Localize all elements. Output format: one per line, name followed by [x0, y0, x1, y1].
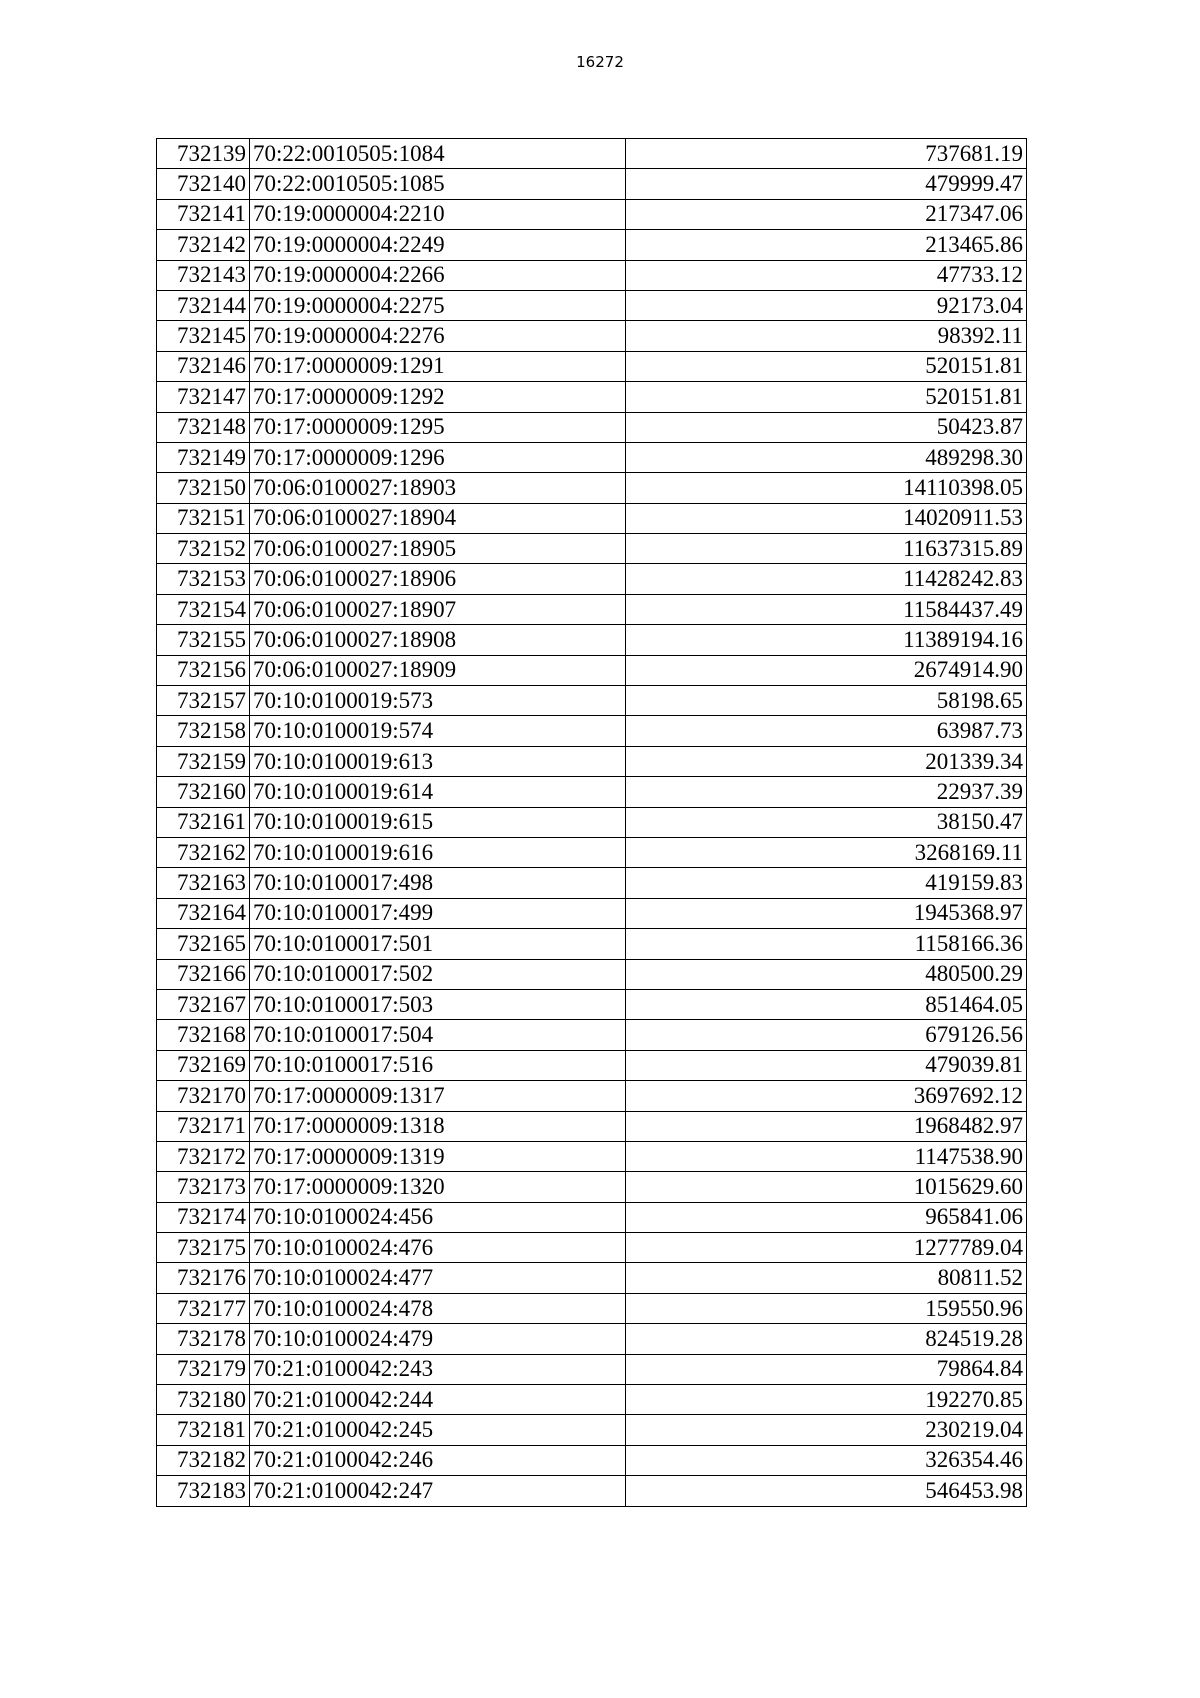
cadastral-number-cell: 70:17:0000009:1319: [250, 1141, 626, 1171]
value-cell: 230219.04: [626, 1415, 1027, 1445]
table-row: [157, 412, 1027, 442]
value-cell: 92173.04: [626, 290, 1027, 320]
table-row: [157, 898, 1027, 928]
cadastral-number-cell: 70:10:0100024:479: [250, 1324, 626, 1354]
cadastral-number-cell: 70:21:0100042:243: [250, 1354, 626, 1384]
table-row: [157, 1293, 1027, 1323]
value-cell: 326354.46: [626, 1445, 1027, 1475]
value-cell: 22937.39: [626, 777, 1027, 807]
value-cell: 520151.81: [626, 351, 1027, 381]
row-number-cell: 732142: [157, 230, 250, 260]
row-number-cell: 732180: [157, 1385, 250, 1415]
cadastral-number-cell: 70:10:0100017:502: [250, 959, 626, 989]
row-number-cell: 732176: [157, 1263, 250, 1293]
row-number-cell: 732163: [157, 868, 250, 898]
table-row: [157, 321, 1027, 351]
cadastral-number-cell: 70:06:0100027:18909: [250, 655, 626, 685]
table-row: [157, 1445, 1027, 1475]
value-cell: 3268169.11: [626, 837, 1027, 867]
table-row: [157, 534, 1027, 564]
table-row: [157, 260, 1027, 290]
table-row: [157, 1354, 1027, 1384]
value-cell: 63987.73: [626, 716, 1027, 746]
row-number-cell: 732168: [157, 1020, 250, 1050]
table-row: [157, 1385, 1027, 1415]
cadastral-number-cell: 70:06:0100027:18904: [250, 503, 626, 533]
value-cell: 737681.19: [626, 139, 1027, 169]
row-number-cell: 732165: [157, 929, 250, 959]
table-row: [157, 655, 1027, 685]
cadastral-number-cell: 70:10:0100019:613: [250, 746, 626, 776]
row-number-cell: 732166: [157, 959, 250, 989]
page-number: 16272: [576, 53, 624, 71]
value-cell: 192270.85: [626, 1385, 1027, 1415]
table-row: [157, 594, 1027, 624]
row-number-cell: 732148: [157, 412, 250, 442]
table-row: [157, 230, 1027, 260]
value-cell: 1147538.90: [626, 1141, 1027, 1171]
value-cell: 1945368.97: [626, 898, 1027, 928]
value-cell: 851464.05: [626, 989, 1027, 1019]
row-number-cell: 732159: [157, 746, 250, 776]
cadastral-number-cell: 70:10:0100019:616: [250, 837, 626, 867]
row-number-cell: 732150: [157, 473, 250, 503]
table-row: [157, 139, 1027, 169]
cadastral-number-cell: 70:10:0100024:478: [250, 1293, 626, 1323]
value-cell: 419159.83: [626, 868, 1027, 898]
cadastral-number-cell: 70:19:0000004:2266: [250, 260, 626, 290]
value-cell: 489298.30: [626, 442, 1027, 472]
value-cell: 1158166.36: [626, 929, 1027, 959]
data-table: [156, 138, 1027, 1507]
value-cell: 213465.86: [626, 230, 1027, 260]
value-cell: 201339.34: [626, 746, 1027, 776]
value-cell: 11389194.16: [626, 625, 1027, 655]
table-row: [157, 959, 1027, 989]
table-row: [157, 1172, 1027, 1202]
cadastral-number-cell: 70:06:0100027:18903: [250, 473, 626, 503]
row-number-cell: 732179: [157, 1354, 250, 1384]
table-row: [157, 473, 1027, 503]
value-cell: 11428242.83: [626, 564, 1027, 594]
cadastral-number-cell: 70:17:0000009:1292: [250, 382, 626, 412]
table-row: [157, 625, 1027, 655]
value-cell: 679126.56: [626, 1020, 1027, 1050]
cadastral-number-cell: 70:17:0000009:1296: [250, 442, 626, 472]
cadastral-number-cell: 70:17:0000009:1318: [250, 1111, 626, 1141]
row-number-cell: 732152: [157, 534, 250, 564]
value-cell: 11584437.49: [626, 594, 1027, 624]
value-cell: 3697692.12: [626, 1081, 1027, 1111]
row-number-cell: 732175: [157, 1233, 250, 1263]
table-row: [157, 807, 1027, 837]
value-cell: 50423.87: [626, 412, 1027, 442]
value-cell: 520151.81: [626, 382, 1027, 412]
cadastral-number-cell: 70:19:0000004:2275: [250, 290, 626, 320]
cadastral-number-cell: 70:10:0100024:477: [250, 1263, 626, 1293]
value-cell: 1277789.04: [626, 1233, 1027, 1263]
table-body: [157, 139, 1027, 1507]
cadastral-number-cell: 70:10:0100019:573: [250, 686, 626, 716]
table-row: [157, 746, 1027, 776]
table-row: [157, 716, 1027, 746]
row-number-cell: 732144: [157, 290, 250, 320]
table-row: [157, 868, 1027, 898]
table-row: [157, 777, 1027, 807]
cadastral-number-cell: 70:10:0100024:456: [250, 1202, 626, 1232]
value-cell: 159550.96: [626, 1293, 1027, 1323]
value-cell: 14020911.53: [626, 503, 1027, 533]
value-cell: 11637315.89: [626, 534, 1027, 564]
table-row: [157, 1415, 1027, 1445]
value-cell: 2674914.90: [626, 655, 1027, 685]
row-number-cell: 732161: [157, 807, 250, 837]
value-cell: 79864.84: [626, 1354, 1027, 1384]
row-number-cell: 732182: [157, 1445, 250, 1475]
table-row: [157, 1111, 1027, 1141]
row-number-cell: 732181: [157, 1415, 250, 1445]
row-number-cell: 732146: [157, 351, 250, 381]
cadastral-number-cell: 70:19:0000004:2276: [250, 321, 626, 351]
value-cell: 14110398.05: [626, 473, 1027, 503]
table-row: [157, 382, 1027, 412]
cadastral-number-cell: 70:17:0000009:1317: [250, 1081, 626, 1111]
value-cell: 480500.29: [626, 959, 1027, 989]
value-cell: 965841.06: [626, 1202, 1027, 1232]
table-row: [157, 1141, 1027, 1171]
table-row: [157, 686, 1027, 716]
cadastral-number-cell: 70:22:0010505:1084: [250, 139, 626, 169]
row-number-cell: 732147: [157, 382, 250, 412]
table-row: [157, 1263, 1027, 1293]
cadastral-number-cell: 70:10:0100024:476: [250, 1233, 626, 1263]
table-row: [157, 989, 1027, 1019]
row-number-cell: 732171: [157, 1111, 250, 1141]
cadastral-number-cell: 70:21:0100042:246: [250, 1445, 626, 1475]
cadastral-number-cell: 70:10:0100019:615: [250, 807, 626, 837]
cadastral-number-cell: 70:10:0100017:516: [250, 1050, 626, 1080]
cadastral-number-cell: 70:10:0100019:574: [250, 716, 626, 746]
table-row: [157, 837, 1027, 867]
row-number-cell: 732145: [157, 321, 250, 351]
row-number-cell: 732153: [157, 564, 250, 594]
row-number-cell: 732157: [157, 686, 250, 716]
value-cell: 58198.65: [626, 686, 1027, 716]
cadastral-number-cell: 70:06:0100027:18907: [250, 594, 626, 624]
row-number-cell: 732143: [157, 260, 250, 290]
table-row: [157, 1476, 1027, 1506]
row-number-cell: 732158: [157, 716, 250, 746]
value-cell: 38150.47: [626, 807, 1027, 837]
row-number-cell: 732174: [157, 1202, 250, 1232]
cadastral-number-cell: 70:17:0000009:1320: [250, 1172, 626, 1202]
value-cell: 47733.12: [626, 260, 1027, 290]
row-number-cell: 732140: [157, 169, 250, 199]
row-number-cell: 732177: [157, 1293, 250, 1323]
row-number-cell: 732155: [157, 625, 250, 655]
cadastral-number-cell: 70:06:0100027:18905: [250, 534, 626, 564]
value-cell: 824519.28: [626, 1324, 1027, 1354]
cadastral-number-cell: 70:06:0100027:18906: [250, 564, 626, 594]
row-number-cell: 732173: [157, 1172, 250, 1202]
value-cell: 98392.11: [626, 321, 1027, 351]
row-number-cell: 732170: [157, 1081, 250, 1111]
value-cell: 1015629.60: [626, 1172, 1027, 1202]
table-row: [157, 1324, 1027, 1354]
cadastral-number-cell: 70:22:0010505:1085: [250, 169, 626, 199]
table-row: [157, 199, 1027, 229]
table-row: [157, 1081, 1027, 1111]
table-row: [157, 929, 1027, 959]
table-row: [157, 290, 1027, 320]
table-row: [157, 503, 1027, 533]
table-row: [157, 1020, 1027, 1050]
row-number-cell: 732167: [157, 989, 250, 1019]
table-row: [157, 1050, 1027, 1080]
row-number-cell: 732151: [157, 503, 250, 533]
table-row: [157, 442, 1027, 472]
row-number-cell: 732183: [157, 1476, 250, 1506]
cadastral-number-cell: 70:10:0100019:614: [250, 777, 626, 807]
cadastral-number-cell: 70:21:0100042:245: [250, 1415, 626, 1445]
row-number-cell: 732164: [157, 898, 250, 928]
cadastral-number-cell: 70:21:0100042:244: [250, 1385, 626, 1415]
row-number-cell: 732154: [157, 594, 250, 624]
cadastral-number-cell: 70:10:0100017:504: [250, 1020, 626, 1050]
cadastral-number-cell: 70:19:0000004:2249: [250, 230, 626, 260]
cadastral-number-cell: 70:17:0000009:1291: [250, 351, 626, 381]
value-cell: 479039.81: [626, 1050, 1027, 1080]
row-number-cell: 732149: [157, 442, 250, 472]
row-number-cell: 732156: [157, 655, 250, 685]
cadastral-number-cell: 70:06:0100027:18908: [250, 625, 626, 655]
cadastral-number-cell: 70:19:0000004:2210: [250, 199, 626, 229]
row-number-cell: 732172: [157, 1141, 250, 1171]
value-cell: 479999.47: [626, 169, 1027, 199]
row-number-cell: 732141: [157, 199, 250, 229]
table-row: [157, 1202, 1027, 1232]
table-row: [157, 564, 1027, 594]
cadastral-number-cell: 70:10:0100017:501: [250, 929, 626, 959]
value-cell: 80811.52: [626, 1263, 1027, 1293]
cadastral-number-cell: 70:10:0100017:503: [250, 989, 626, 1019]
row-number-cell: 732162: [157, 837, 250, 867]
row-number-cell: 732178: [157, 1324, 250, 1354]
row-number-cell: 732160: [157, 777, 250, 807]
value-cell: 217347.06: [626, 199, 1027, 229]
row-number-cell: 732169: [157, 1050, 250, 1080]
row-number-cell: 732139: [157, 139, 250, 169]
value-cell: 546453.98: [626, 1476, 1027, 1506]
cadastral-number-cell: 70:10:0100017:498: [250, 868, 626, 898]
cadastral-number-cell: 70:21:0100042:247: [250, 1476, 626, 1506]
table-row: [157, 351, 1027, 381]
value-cell: 1968482.97: [626, 1111, 1027, 1141]
cadastral-number-cell: 70:17:0000009:1295: [250, 412, 626, 442]
cadastral-number-cell: 70:10:0100017:499: [250, 898, 626, 928]
table-row: [157, 169, 1027, 199]
table-row: [157, 1233, 1027, 1263]
